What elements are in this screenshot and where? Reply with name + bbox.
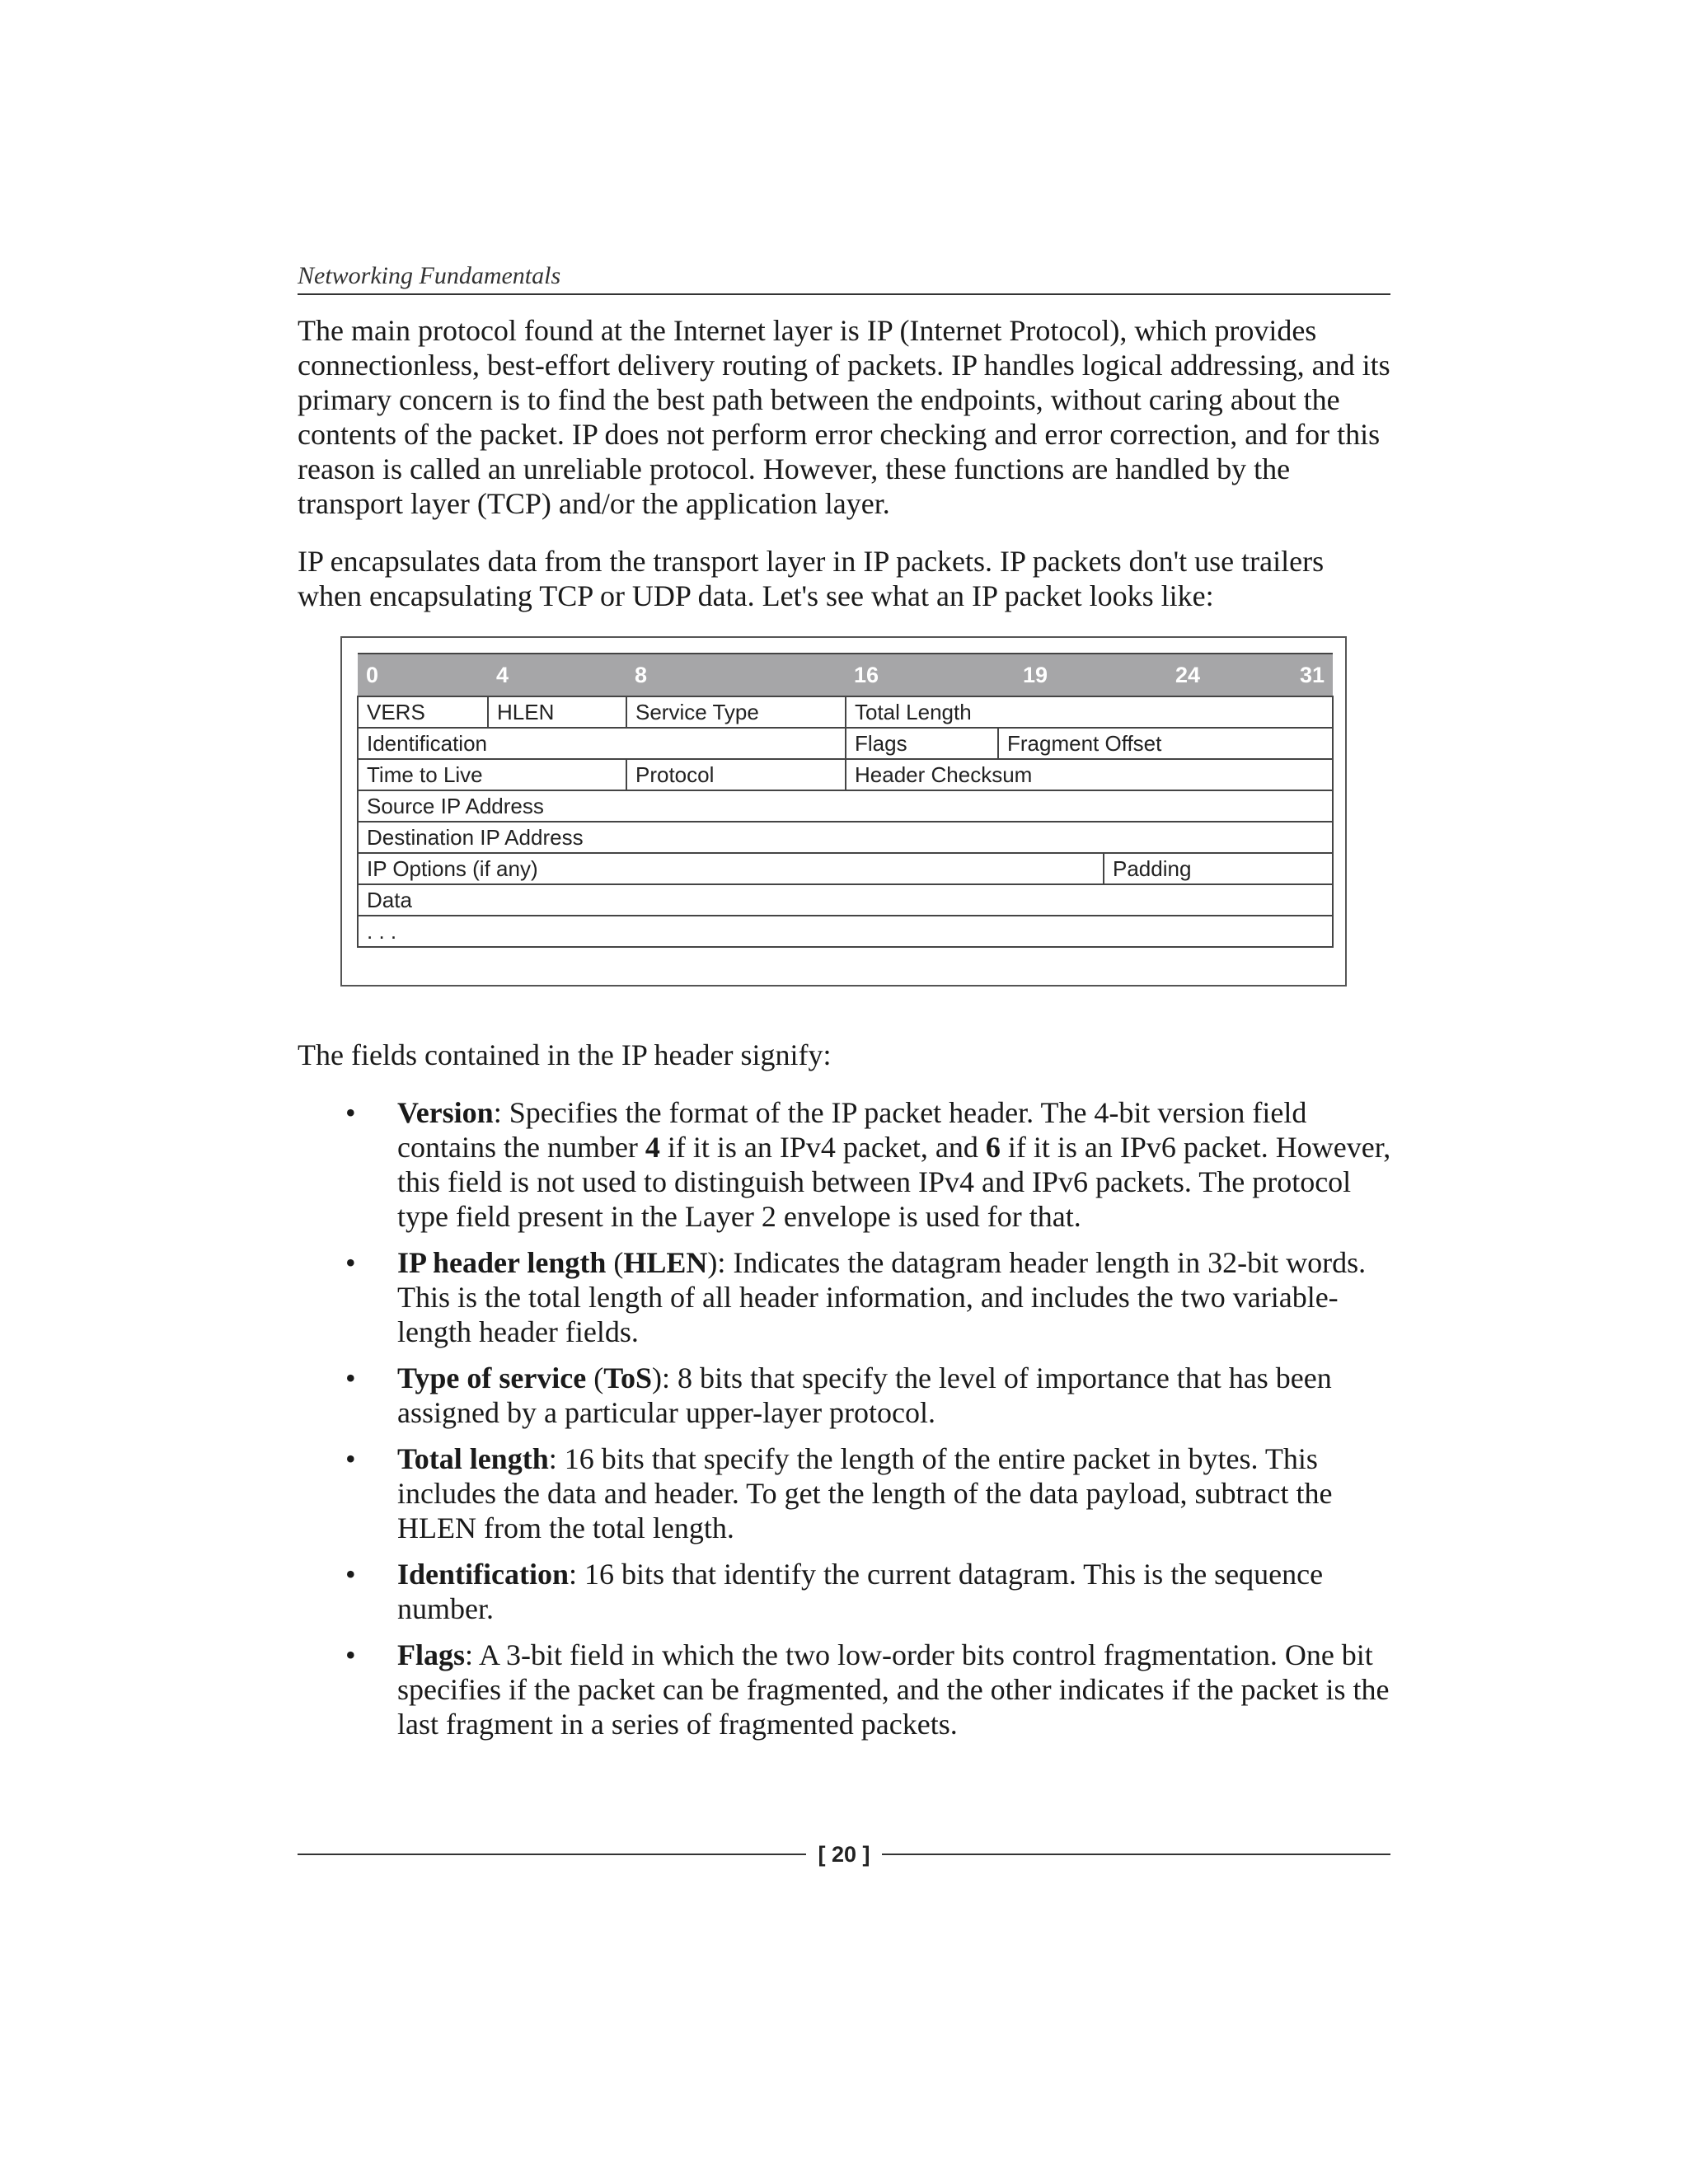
running-header: [298, 262, 1390, 295]
description: : Specifies the format of the IP packet header. The 4-bit version field contains the number 4 if it is an IPv4 packet, and 6 if it is an IPv6 packet. However, this field is not used to distinguish between IPv4 and IPv6 packets. The protocol type field present in the Layer 2 envelope is used for that.: [397, 1096, 1391, 1233]
field-destination-ip: Destination IP Address: [358, 822, 1333, 853]
field-source-ip: Source IP Address: [358, 790, 1333, 822]
term: Flags: [397, 1638, 466, 1671]
page-content: [298, 313, 1394, 1753]
table-row: [358, 916, 1333, 947]
field-ttl: Time to Live: [358, 759, 626, 790]
bullet-icon: •: [345, 1638, 356, 1671]
bullet-icon: •: [345, 1558, 356, 1591]
bit-ruler-row: [358, 654, 1333, 696]
abbr: ToS: [603, 1361, 652, 1394]
bullet-icon: •: [345, 1096, 356, 1129]
description: : 16 bits that identify the current datagram. This is the sequence number.: [397, 1558, 1324, 1625]
bit-label: 8: [626, 654, 846, 696]
ip-packet-figure: [340, 636, 1347, 987]
term: Version: [397, 1096, 494, 1129]
footer-rule-right: [882, 1854, 1390, 1855]
field-fragment-offset: Fragment Offset: [998, 728, 1333, 759]
list-item-version: [298, 1095, 1394, 1234]
abbr: HLEN: [623, 1246, 708, 1279]
ip-header-table: [357, 653, 1334, 948]
term: IP header length: [397, 1246, 607, 1279]
bullet-icon: •: [345, 1246, 356, 1279]
field-ip-options: IP Options (if any): [358, 853, 1104, 884]
bit-label: 16: [846, 654, 998, 696]
table-row: [358, 728, 1333, 759]
field-data: Data: [358, 884, 1333, 916]
footer-rule-left: [298, 1854, 806, 1855]
bullet-icon: •: [345, 1361, 356, 1394]
bullet-icon: •: [345, 1442, 356, 1475]
header-title: Networking Fundamentals: [298, 262, 561, 289]
field-descriptions-list: [298, 1095, 1394, 1741]
table-row: [358, 884, 1333, 916]
bit-label-group: [998, 654, 1333, 696]
page-footer: [298, 1836, 1390, 1872]
term: Type of service: [397, 1361, 587, 1394]
description: : 16 bits that specify the length of the entire packet in bytes. This includes the data and header. To get the length of the data payload, subtract the HLEN from the total length.: [397, 1442, 1333, 1544]
page-number: [ 20 ]: [818, 1841, 870, 1867]
field-protocol: Protocol: [626, 759, 846, 790]
field-identification: Identification: [358, 728, 846, 759]
paragraph-ip-intro: The main protocol found at the Internet layer is IP (Internet Protocol), which provides connectionless, best-effort delivery routing of packets. IP handles logical addressing, and its primary concern is to find the best path between the endpoints, without caring about the contents of the packet. IP does not perform error checking and error correction, and for this reason is called an unreliable protocol. However, these functions are handled by the transport layer (TCP) and/or the application layer.: [298, 314, 1390, 520]
bit-label: 24: [1175, 662, 1201, 687]
table-row: [358, 853, 1333, 884]
description: : A 3-bit field in which the two low-order bits control fragmentation. One bit specifies if the packet can be fragmented, and the other indicates if the packet is the last fragment in a series of fragmented packets.: [397, 1638, 1390, 1741]
field-vers: VERS: [358, 696, 488, 728]
field-service-type: Service Type: [626, 696, 846, 728]
field-header-checksum: Header Checksum: [846, 759, 1333, 790]
list-item-total-length: [298, 1441, 1394, 1545]
bit-label: 4: [488, 654, 626, 696]
table-row: [358, 790, 1333, 822]
table-row: [358, 696, 1333, 728]
bit-label: 0: [358, 654, 488, 696]
table-row: [358, 759, 1333, 790]
list-item-hlen: • IP header length (HLEN): Indicates the datagram header length in 32-bit words. This is the total length of all header information, and includes the two variable-length header fields.: [345, 1246, 1367, 1348]
term: Total length: [397, 1442, 549, 1475]
bit-label: 31: [1299, 662, 1325, 687]
field-flags: Flags: [846, 728, 998, 759]
field-ellipsis: . . .: [358, 916, 1333, 947]
field-hlen: HLEN: [488, 696, 626, 728]
list-item-tos: • Type of service (ToS): 8 bits that specify the level of importance that has been assigned by a particular upper-layer protocol.: [345, 1361, 1332, 1429]
bit-label: 19: [1023, 662, 1048, 687]
term: Identification: [397, 1558, 570, 1591]
description: ): 8 bits that specify the level of importance that has been assigned by a particular upper-layer protocol.: [397, 1361, 1332, 1429]
field-padding: Padding: [1104, 853, 1333, 884]
paragraph-encapsulation: IP encapsulates data from the transport layer in IP packets. IP packets don't use trailers when encapsulating TCP or UDP data. Let's see what an IP packet looks like:: [298, 545, 1325, 612]
description: ): Indicates the datagram header length in 32-bit words. This is the total length of all header information, and includes the two variable-length header fields.: [397, 1246, 1367, 1348]
list-item-identification: [298, 1557, 1394, 1626]
list-item-flags: [298, 1638, 1394, 1741]
field-total-length: Total Length: [846, 696, 1333, 728]
table-row: [358, 822, 1333, 853]
paragraph-fields-intro: The fields contained in the IP header signify:: [298, 1038, 832, 1071]
